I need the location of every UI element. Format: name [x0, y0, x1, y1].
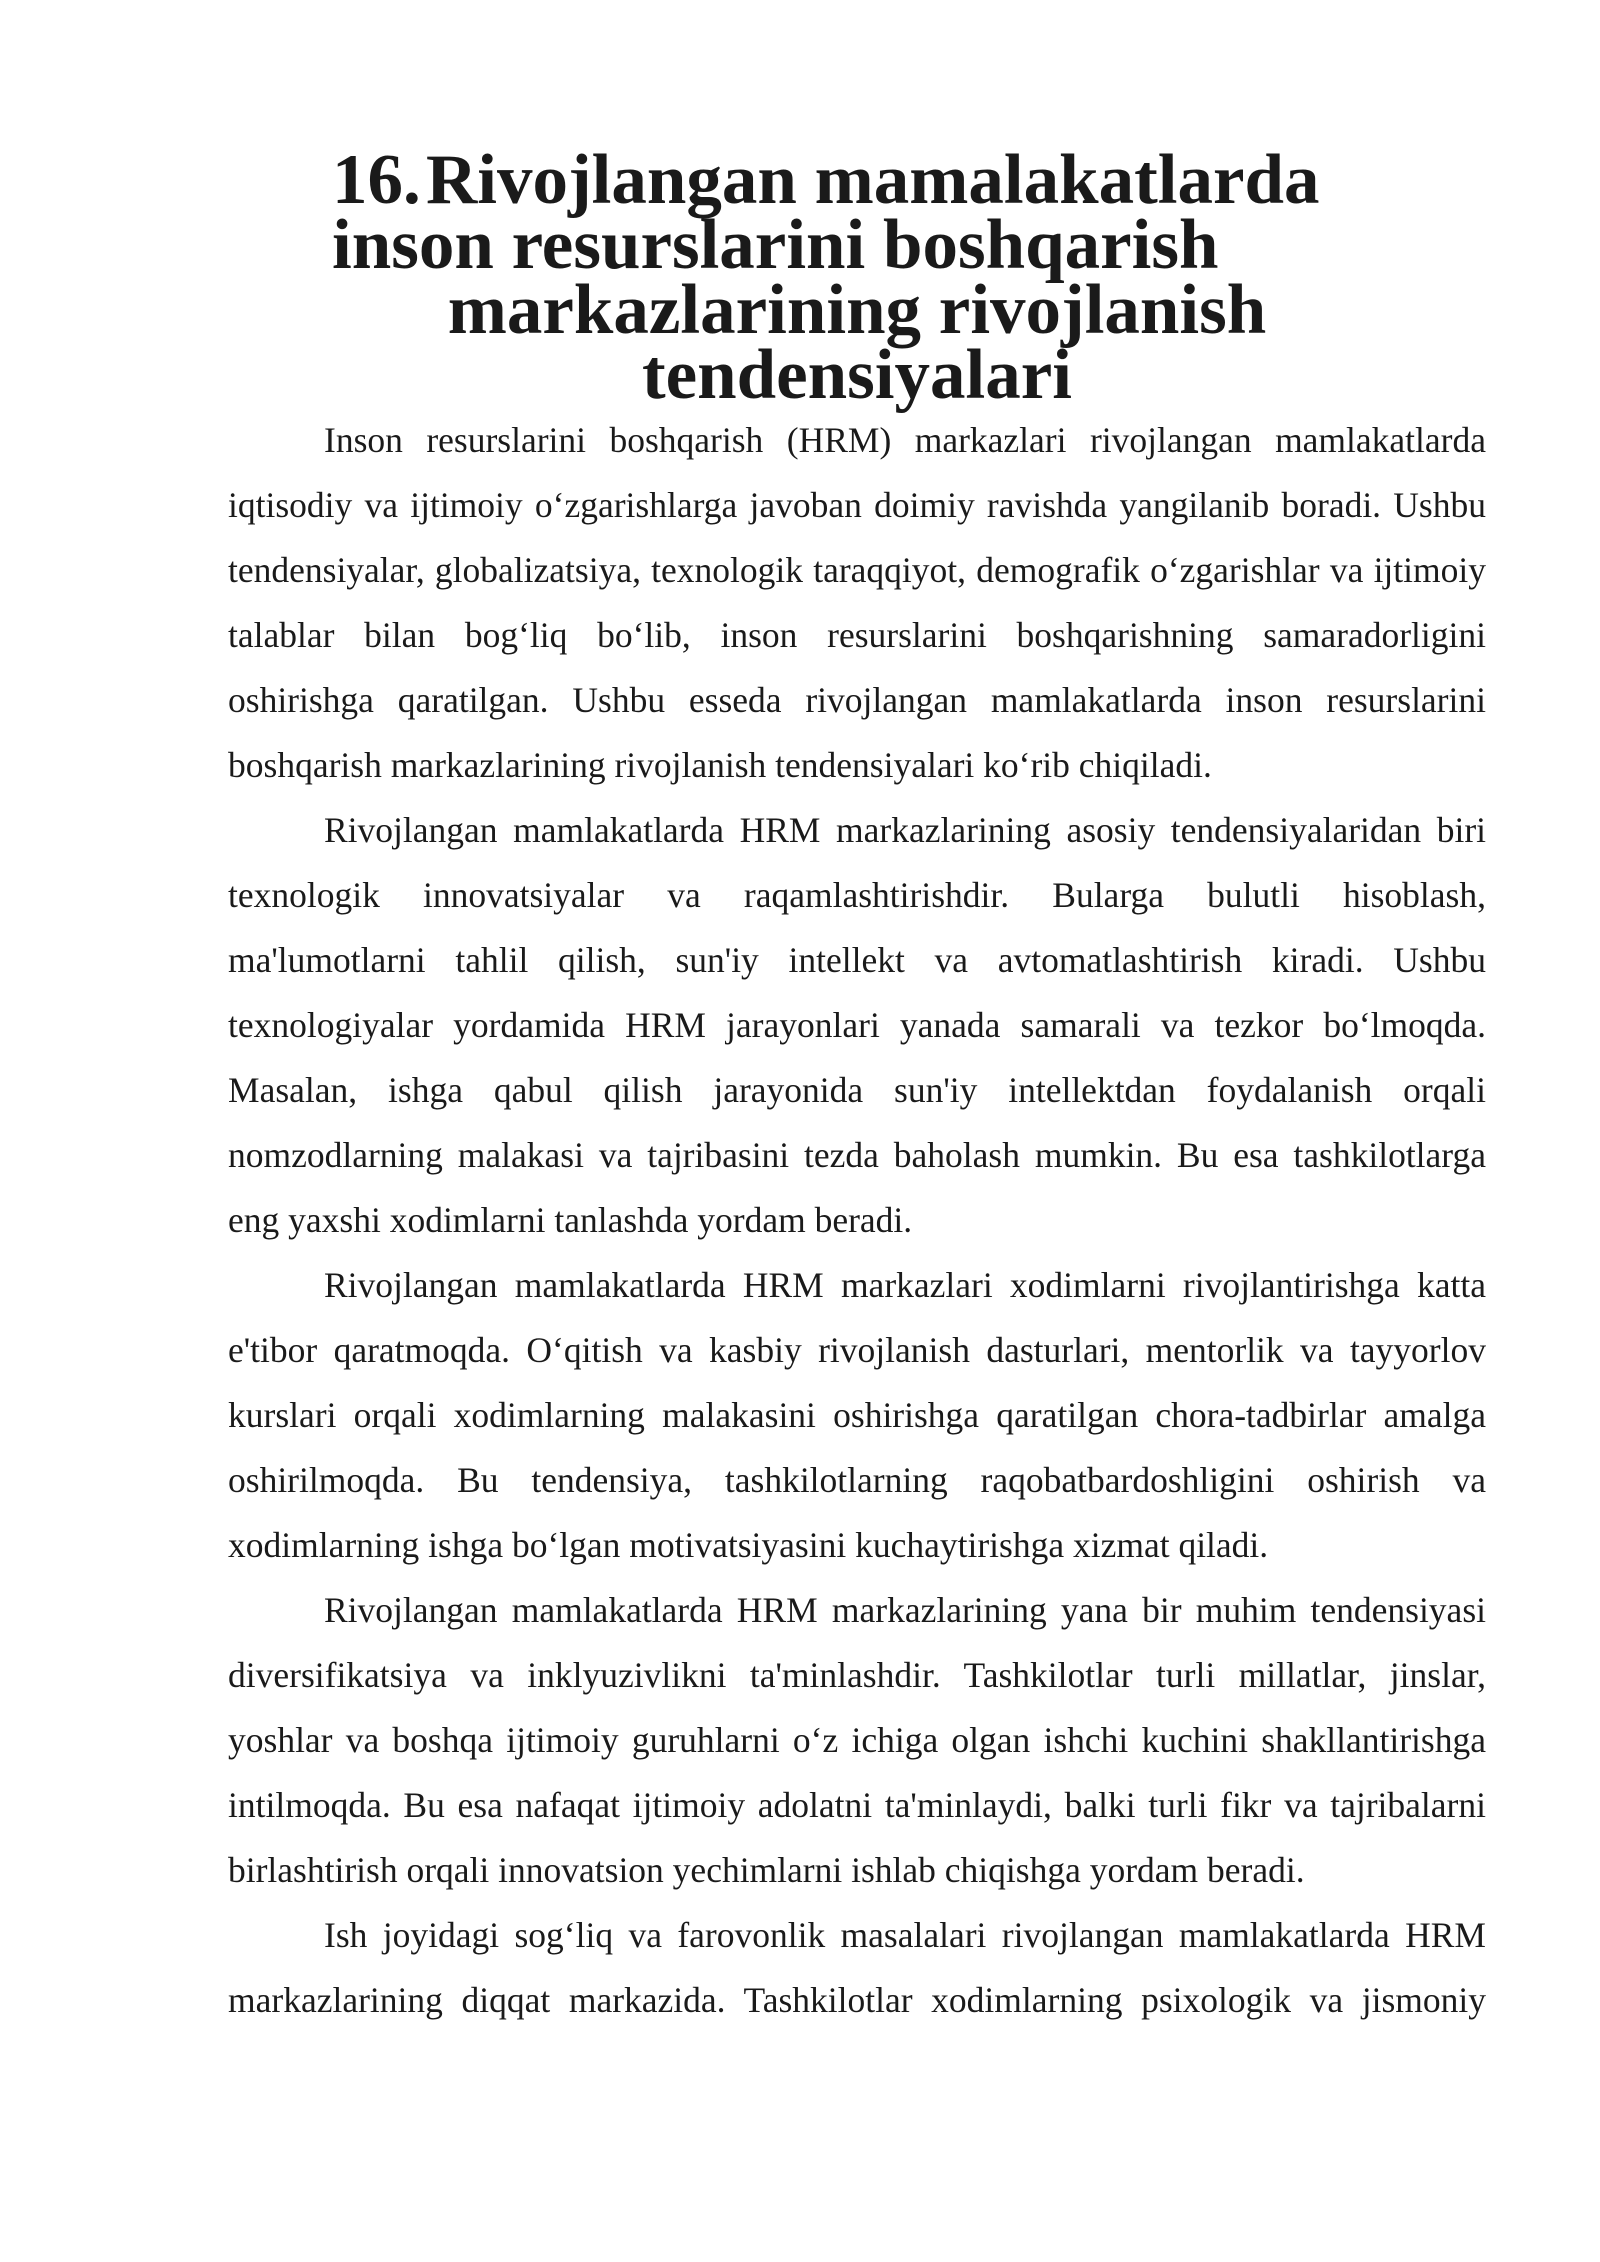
heading-number: 16.: [332, 141, 421, 219]
section-heading: [228, 141, 1486, 414]
paragraph-diversity: Rivojlangan mamlakatlarda HRM markazlarining yana bir muhim tendensiyasi diversifikatsiya va inklyuzivlikni ta'minlashdir. Tashkilotlar turli millatlar, jinslar, yoshlar va boshqa ijtimoiy guruhlarni o‘z ichiga olgan ishchi kuchini shakllantirishga intilmoqda. Bu esa nafaqat ijtimoiy adolatni ta'minlaydi, balki turli fikr va tajribalarni birlashtirish orqali innovatsion yechimlarni ishlab chiqishga yordam beradi.: [228, 1590, 1486, 1890]
paragraph-development: Rivojlangan mamlakatlarda HRM markazlari xodimlarni rivojlantirishga katta e'tibor qaratmoqda. O‘qitish va kasbiy rivojlanish dasturlari, mentorlik va tayyorlov kurslari orqali xodimlarning malakasini oshirishga qaratilgan chora-tadbirlar amalga oshirilmoqda. Bu tendensiya, tashkilotlarning raqobatbardoshligini oshirish va xodimlarning ishga bo‘lgan motivatsiyasini kuchaytirishga xizmat qiladi.: [228, 1265, 1486, 1565]
heading-line-1: [228, 141, 1486, 284]
paragraph-technology: Rivojlangan mamlakatlarda HRM markazlarining asosiy tendensiyalaridan biri texnologik innovatsiyalar va raqamlashtirishdir. Bularga bulutli hisoblash, ma'lumotlarni tahlil qilish, sun'iy intellekt va avtomatlashtirish kiradi. Ushbu texnologiyalar yordamida HRM jarayonlari yanada samarali va tezkor bo‘lmoqda. Masalan, ishga qabul qilish jarayonida sun'iy intellektdan foydalanish orqali nomzodlarning malakasi va tajribasini tezda baholash mumkin. Bu esa tashkilotlarga eng yaxshi xodimlarni tanlashda yordam beradi.: [228, 810, 1486, 1240]
heading-title-part-2: markazlarining rivojlanish tendensiyalari: [447, 271, 1267, 414]
heading-title-part-1: Rivojlangan mamalakatlarda inson resurslarini boshqarish: [332, 141, 1320, 284]
paragraph-intro: Inson resurslarini boshqarish (HRM) markazlari rivojlangan mamlakatlarda iqtisodiy va ijtimoiy o‘zgarishlarga javoban doimiy ravishda yangilanib boradi. Ushbu tendensiyalar, globalizatsiya, texnologik taraqqiyot, demografik o‘zgarishlar va ijtimoiy talablar bilan bog‘liq bo‘lib, inson resurslarini boshqarishning samaradorligini oshirishga qaratilgan. Ushbu esseda rivojlangan mamlakatlarda inson resurslarini boshqarish markazlarining rivojlanish tendensiyalari ko‘rib chiqiladi.: [228, 420, 1486, 785]
document-page: [228, 141, 1486, 2033]
paragraph-wellbeing: Ish joyidagi sog‘liq va farovonlik masalalari rivojlangan mamlakatlarda HRM markazlarining diqqat markazida. Tashkilotlar xodimlarning psixologik va jismoniy: [228, 1915, 1486, 2020]
